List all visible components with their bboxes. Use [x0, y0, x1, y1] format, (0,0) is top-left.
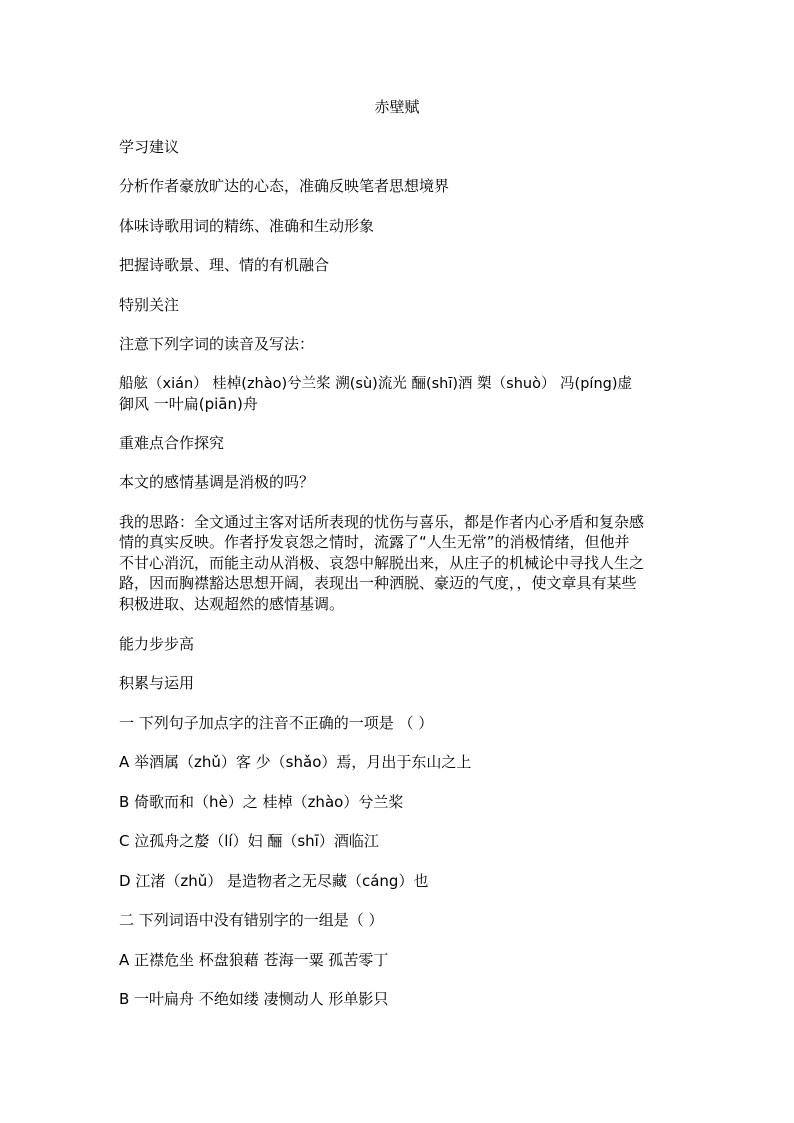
heading-ability: 能力步步高: [119, 635, 195, 653]
thinking-line-3: 不甘心消沉，而能主动从消极、哀怨中解脱出来，从庄子的机械论中寻找人生之: [119, 554, 645, 572]
question-1-option-b: B 倚歌而和（hè）之 桂棹（zhào）兮兰桨: [119, 793, 404, 811]
heading-study-advice: 学习建议: [119, 138, 180, 156]
thinking-line-1: 我的思路：全文通过主客对话所表现的忧伤与喜乐，都是作者内心矛盾和复杂感: [119, 513, 645, 531]
question-2-stem: 二 下列词语中没有错别字的一组是（ ）: [119, 911, 384, 929]
advice-item-2: 体味诗歌用词的精练、准确和生动形象: [119, 217, 375, 235]
thinking-line-4: 路，因而胸襟豁达思想开阔，表现出一种洒脱、豪迈的气度，，使文章具有某些: [119, 574, 637, 592]
heading-special-attention: 特别关注: [119, 296, 180, 314]
attention-instruction: 注意下列字词的读音及写法：: [119, 335, 315, 353]
question-1-option-d: D 江渚（zhǔ） 是造物者之无尽藏（cáng）也: [119, 872, 429, 890]
question-1-stem: 一 下列句子加点字的注音不正确的一项是 （ ）: [119, 714, 434, 732]
question-2-option-b: B 一叶扁舟 不绝如缕 凄恻动人 形单影只: [119, 990, 389, 1008]
question-1-option-a: A 举酒属（zhǔ）客 少（shǎo）焉，月出于东山之上: [119, 753, 472, 771]
document-title: 赤壁赋: [374, 98, 420, 116]
heading-accumulation: 积累与运用: [119, 674, 195, 692]
advice-item-1: 分析作者豪放旷达的心态，准确反映笔者思想境界: [119, 177, 450, 195]
question-1-option-c: C 泣孤舟之嫠（lí）妇 酾（shī）酒临江: [119, 832, 379, 850]
advice-item-3: 把握诗歌景、理、情的有机融合: [119, 256, 330, 274]
heading-key-points: 重难点合作探究: [119, 434, 225, 452]
question-2-option-a: A 正襟危坐 杯盘狼藉 苍海一粟 孤苦零丁: [119, 951, 389, 969]
key-question: 本文的感情基调是消极的吗？: [119, 473, 315, 491]
thinking-line-2: 情的真实反映。作者抒发哀怨之情时，流露了“人生无常”的消极情绪，但他并: [119, 533, 630, 551]
pronunciation-line-2: 御风 一叶扁(piān)舟: [119, 395, 258, 413]
thinking-line-5: 积极进取、达观超然的感情基调。: [119, 595, 345, 613]
pronunciation-line-1: 船舷（xián） 桂棹(zhào)兮兰桨 溯(sù)流光 酾(shī)酒 槊（shuò） 冯(píng)虚: [119, 376, 632, 392]
